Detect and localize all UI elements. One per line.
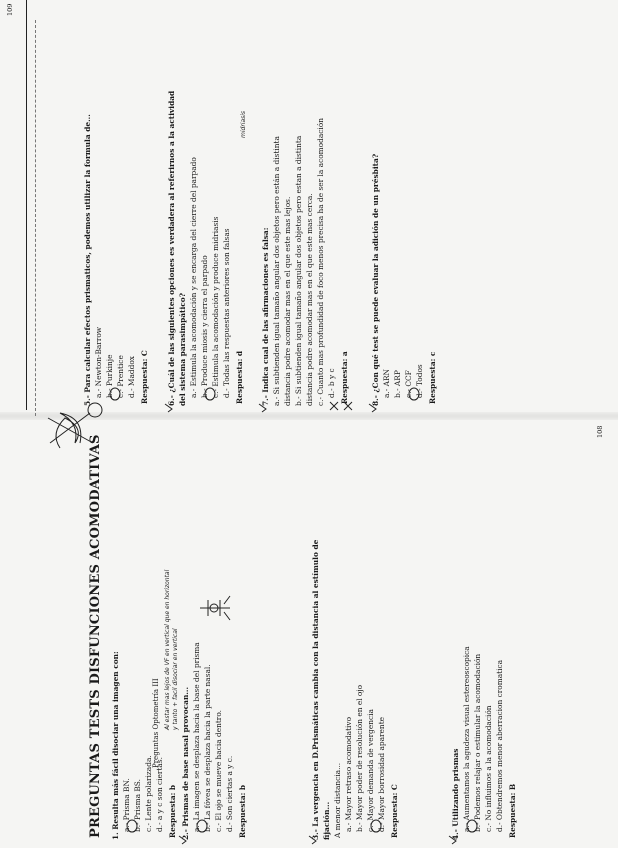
q5-option-c: c.- Prentice [116,355,125,398]
question-3-stem-line-1: 3.- La vergencia en D.Prismáticas cambia con la distancia al estímulo de [311,539,320,840]
left-page [0,416,618,848]
q4-option-d: d.- Obtendremos menor aberracion cromatica [495,660,504,832]
q6-option-c: c.- Estimula la acomodación y produce midriasis [211,216,220,398]
q8-option-b: b.- ARP [393,370,402,398]
q3-lead: A menor distancia... [333,762,342,838]
question-2-stem: 2.- Prismas de base nasal provocan... [181,686,190,840]
q8-option-a: a.- ARN [382,369,391,398]
q1-option-a: a.- Prisma BN. [122,778,131,832]
header-dashed-rule [35,20,36,416]
question-5 [82,114,150,406]
page-number-right: 109 [6,3,14,16]
q3-option-c: c.- Mayor demanda de vergencia [366,709,375,832]
question-6 [166,91,245,406]
q8-option-d: d.- Todos [415,364,424,398]
q2-option-c: c.- El ojo se mueve hacia dentro. [214,710,223,832]
q1-answer: Respuesta: b [168,784,177,838]
question-6-stem-line-1: 6.- ¿Cuál de las siguientes opciones es verdadera al referirnos a la actividad [167,90,176,406]
q2-answer: Respuesta: b [238,784,247,838]
q6-answer: Respuesta: d [235,350,244,404]
page-title: PREGUNTAS TESTS DISFUNCIONES ACOMODATIVAS [88,434,103,838]
q5-option-a: a.- Newton-Barrow [94,326,103,398]
q2-option-d: d.- Son ciertas a y c. [225,755,234,832]
question-7 [260,118,350,406]
q5-option-d: d.- Maddox [127,356,136,398]
q8-answer: Respuesta: c [428,351,437,404]
q2-option-b: b.- La fóvea se desplaza hacia la parte nasal. [203,664,212,832]
q6-handwritten-note: midriasis [240,110,247,138]
question-6-stem-line-2: del sistema parasimpático? [178,292,187,406]
q4-option-a: a.- Aumentamos la agudeza visual estereoscopica [462,646,471,832]
running-head: Preguntas Optometría III [152,678,160,768]
q7-line-6: d.- b y c [327,368,336,398]
q7-line-3: b.- Si subtienden igual tamaño angular dos objetos pero estan a distinta [294,135,303,406]
q3-answer: Respuesta: C [390,784,399,838]
question-8-stem: 8.- ¿Con qué test se puede evaluar la adición de un présbita? [371,153,380,406]
q7-line-5: c.- Cuanto mas profundidad de foco menos precisa ha de ser la acomodación [316,118,325,406]
q5-option-b: b.- Purkinje [105,354,114,398]
question-7-stem: 7.- Indica cual de las afirmaciones es falsa: [261,227,270,406]
q5-answer: Respuesta: C [140,350,149,404]
question-3-stem-line-2: fijación... [322,801,331,840]
question-4-stem: 4.- Utilizando prismas [451,748,460,840]
q1-handwritten-note-2: y tanto + facil disociar en vertical [172,628,179,730]
q1-option-d: d.- a y c son ciertas. [155,757,164,832]
q3-option-b: b.- Mayor poder de resolución en el ojo [355,684,364,832]
header-rule [26,0,27,410]
q4-option-b: b.- Podemos relajar o estimular la acomodación [473,653,482,832]
q6-option-d: d.- Todas las respuestas anteriores son falsas [222,228,231,398]
question-2 [180,642,248,840]
question-8 [370,154,438,406]
q6-option-b: b.- Produce miosis y cierra el parpado [200,255,209,398]
q1-option-c: c.- Lente polarizada. [144,755,153,832]
q3-option-d: d.- Mayor borrosidad aparente [377,716,386,832]
q1-option-b: b.- Prisma BS. [133,779,142,832]
q7-line-2: distancia podre acomodar mas en el que este mas lejos. [283,196,292,406]
q4-answer: Respuesta: B [508,783,517,838]
page-number-left: 108 [596,425,604,438]
q4-option-c: c.- No influimos a la acomodación [484,705,493,832]
question-3 [310,540,400,840]
q8-option-c: c.- CCF [404,370,413,398]
question-4 [450,646,518,840]
q3-option-a: a.- Mayor retraso acomodativo [344,716,353,832]
q7-answer: Respuesta: a [340,351,349,404]
q2-option-a: a.- La imagen se desplaza hacia la base del prisma [192,642,201,832]
q7-line-4: distancia podre acomodar mas en el que este mas cerca. [305,193,314,406]
right-page [0,0,618,416]
q6-option-a: a.- Estimula la acomodación y se encarga del cierre del parpado [189,157,198,398]
q7-line-1: a.- Si subtienden igual tamaño angular dos objetos pero están a distinta [272,136,281,406]
q1-handwritten-note-1: Al estar mas lejos de VF en vertical que en horizontal [164,569,171,730]
question-1-stem: 1. Resulta más fácil disociar una imagen con: [111,651,120,840]
question-5-stem: 5.- Para calcular efectos prismaticos, podemos utilizar la formula de... [83,114,92,406]
